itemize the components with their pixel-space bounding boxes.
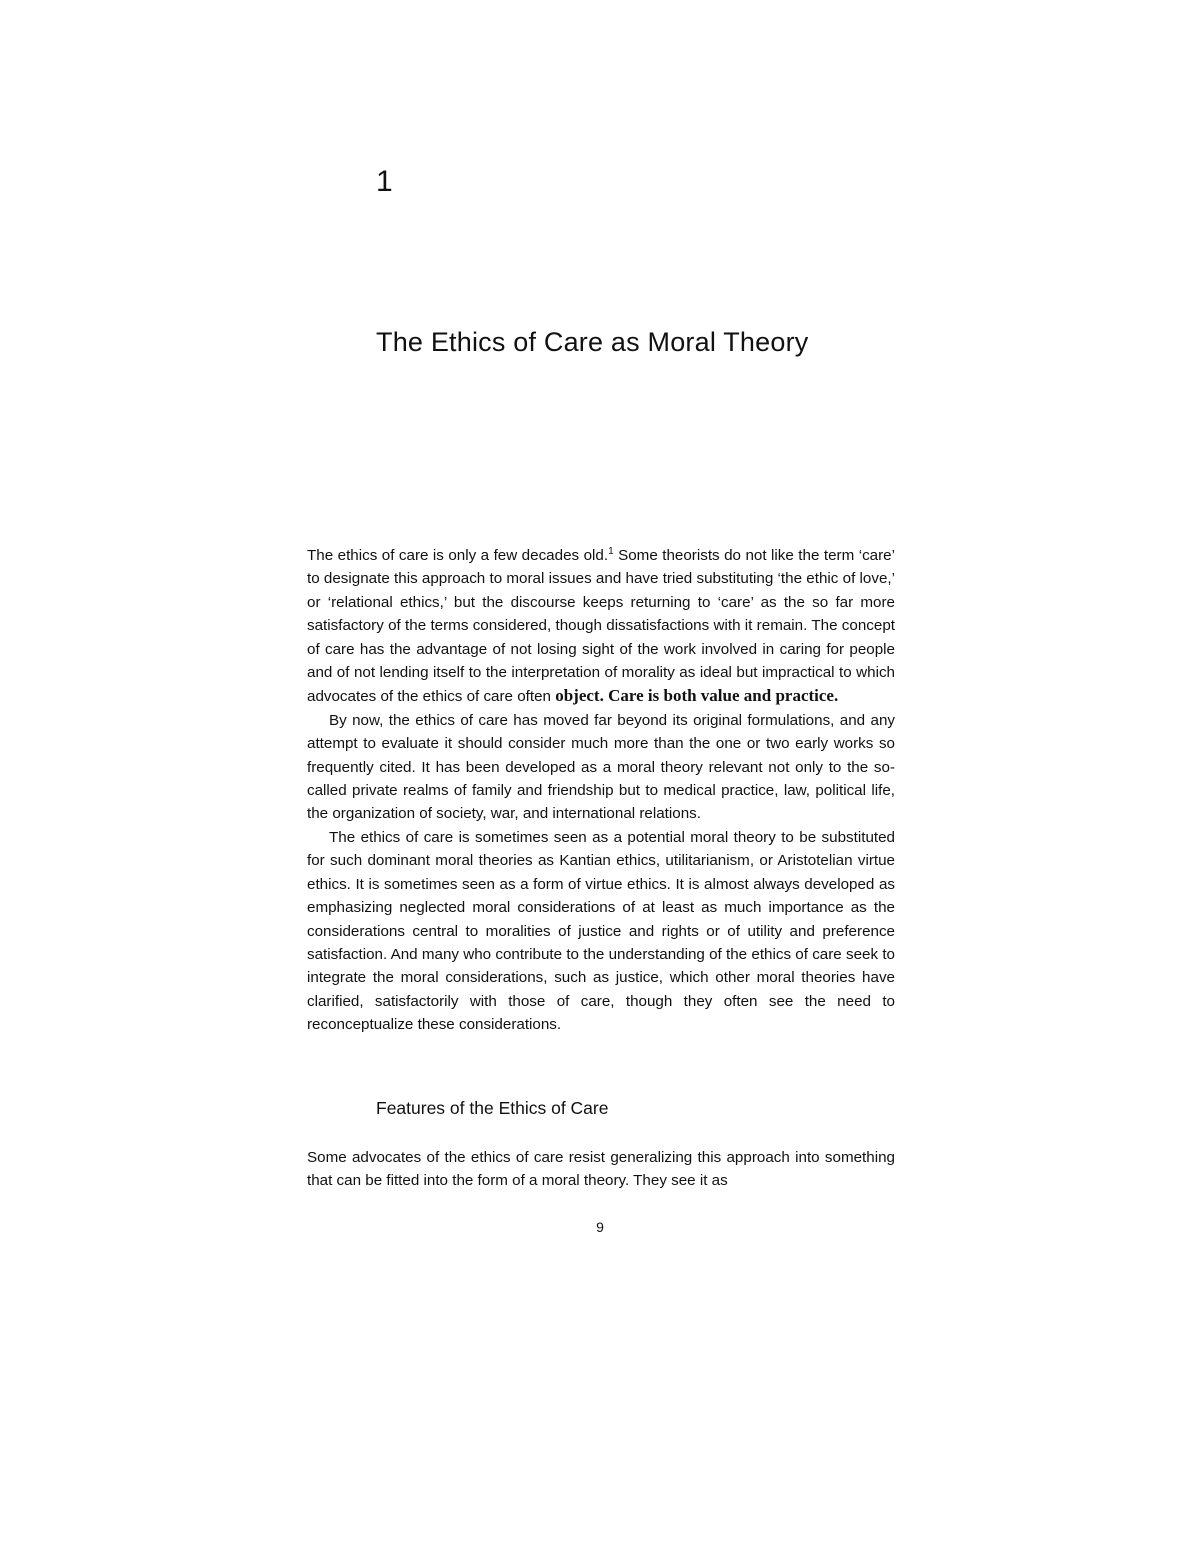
page-number: 9 [596,1219,604,1235]
footnote-marker[interactable]: 1 [608,545,614,557]
chapter-number: 1 [376,165,393,198]
paragraph-1 [307,544,895,709]
paragraph-1-text: The ethics of care is only a few decades old. [307,547,609,564]
chapter-body [307,544,895,1037]
paragraph-2: By now, the ethics of care has moved far beyond its original formulations, and any attempt to evaluate it should consider much more than the one or two early works so frequently cited. It has been developed as a moral theory relevant not only to the so-called private realms of family and friendship but to medical practice, law, political life, the organization of society, war, and international relations. [307,711,895,823]
paragraph-3: The ethics of care is sometimes seen as a potential moral theory to be substituted for such dominant moral theories as Kantian ethics, utilitarianism, or Aristotelian virtue ethics. It is sometimes seen as a form of virtue ethics. It is almost always developed as emphasizing neglected moral considerations of at least as much importance as the considerations central to moralities of justice and rights or of utility and preference satisfaction. And many who contribute to the understanding of the ethics of care seek to integrate the moral considerations, such as justice, which other moral theories have clarified, satisfactorily with those of care, though they often see the need to reconceptualize these considerations. [307,828,895,1034]
paragraph-1-text-continued: Some theorists do not like the term ‘care’ to designate this approach to moral issues and have tried substituting ‘the ethic of love,’ or ‘relational ethics,’ but the discourse keeps returning to ‘care’ as the so far more satisfactory of the terms considered, though dissatisfactions with it remain. The concept of care has the advantage of not losing sight of the work involved in caring for people and of not lending itself to the interpretation of morality as ideal but impractical to which advocates of the ethics of care often [307,547,895,706]
section-heading: Features of the Ethics of Care [376,1098,609,1118]
section-paragraph: Some advocates of the ethics of care resist generalizing this approach into something that can be fitted into the form of a moral theory. They see it as [307,1149,895,1190]
chapter-title: The Ethics of Care as Moral Theory [376,327,809,357]
paragraph-1-emphasis: object. Care is both value and practice. [555,686,839,706]
